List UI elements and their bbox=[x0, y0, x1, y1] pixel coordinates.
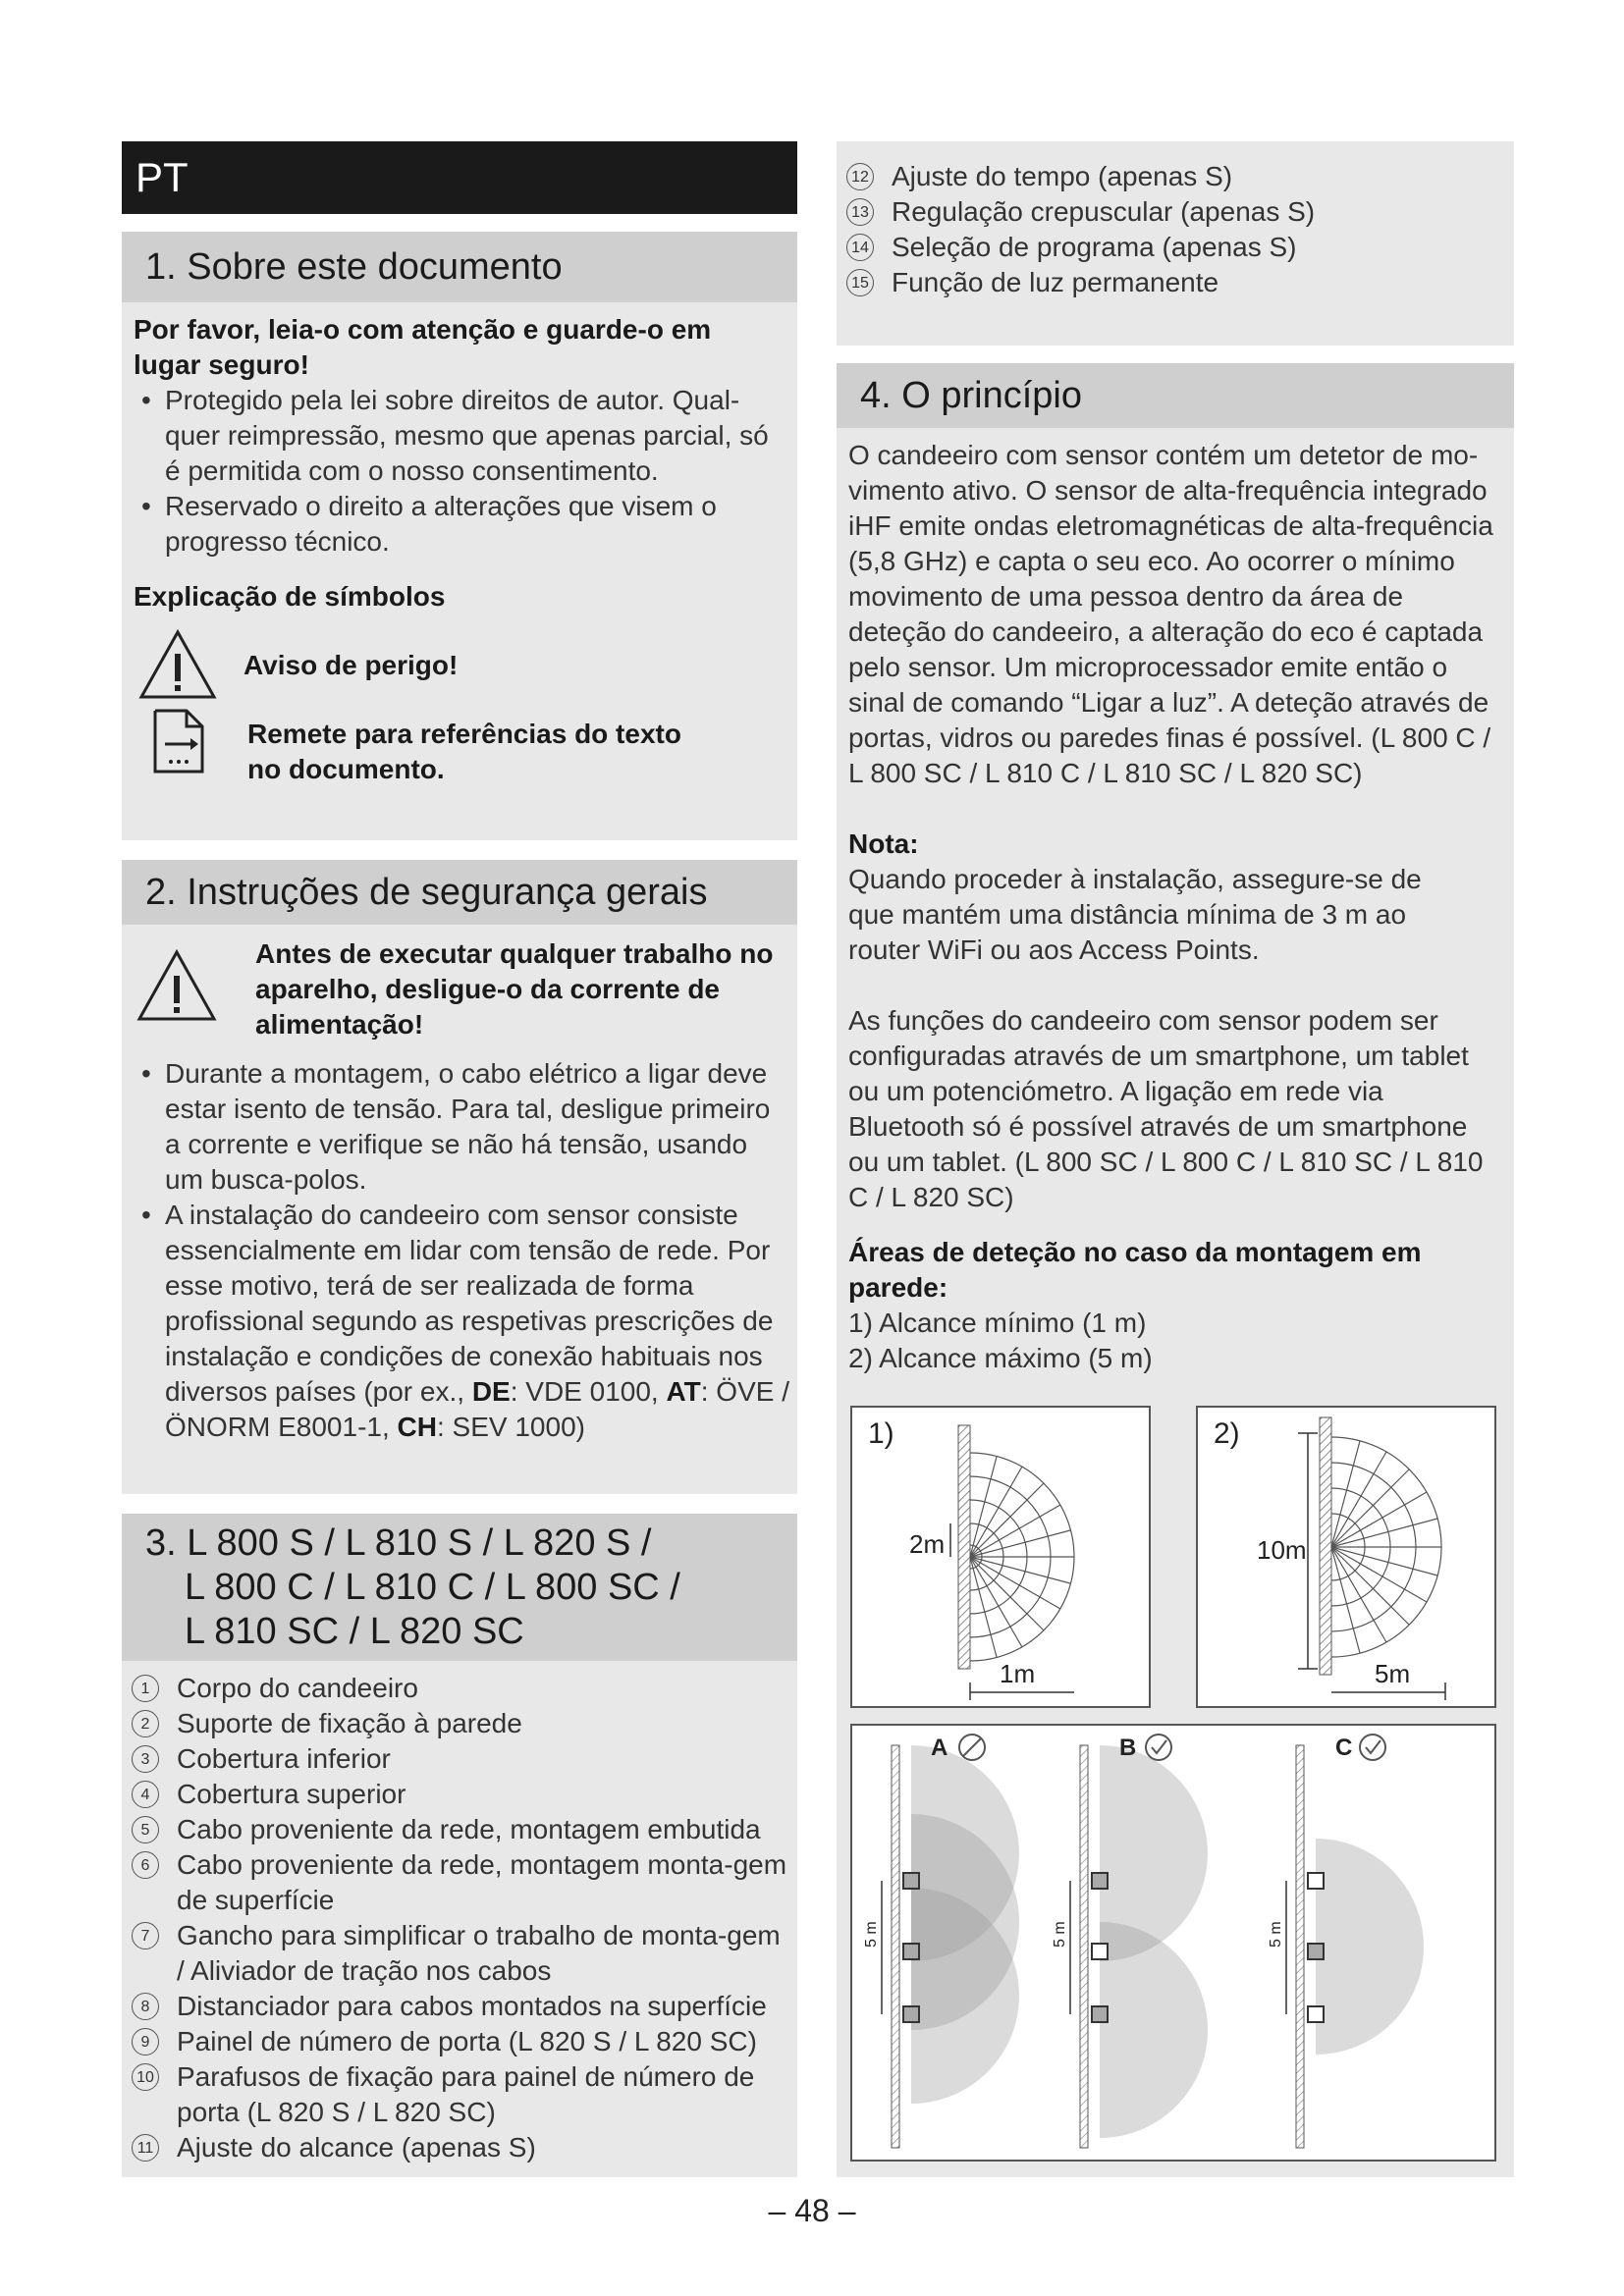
list-item: 12 Ajuste do tempo (apenas S) bbox=[837, 159, 1514, 194]
list-item: • Protegido pela lei sobre direitos de autor. Qual-quer reimpressão, mesmo que apenas parcial, só é permitida com o nosso consentimento. bbox=[134, 383, 772, 489]
warning-triangle-icon bbox=[137, 628, 218, 701]
parts-list-continued-panel bbox=[837, 141, 1514, 346]
dimension-label: 5 m bbox=[863, 1921, 880, 1948]
list-item: 6 Cabo proveniente da rede, montagem monta-gem de superfície bbox=[122, 1847, 789, 1918]
section-1-bullets bbox=[134, 383, 772, 560]
dimension-label: 5 m bbox=[1268, 1921, 1284, 1948]
range-max: 2) Alcance máximo (5 m) bbox=[848, 1343, 1153, 1373]
detection-area-diagram bbox=[1198, 1408, 1494, 1706]
symbol-warning-label: Aviso de perigo! bbox=[244, 650, 459, 680]
list-item: • A instalação do candeeiro com sensor consiste essencialmente em lidar com tensão de rede. Por esse motivo, terá de ser realizada de forma profissional segundo as respetivas prescrições de instalação e condições de conexão habituais nos diversos países (por ex., DE: VDE 0100, AT: ÖVE / ÖNORM E8001-1, CH: SEV 1000) bbox=[134, 1198, 791, 1445]
figure-max-range bbox=[1196, 1406, 1496, 1708]
warning-triangle-icon bbox=[135, 948, 218, 1023]
section-4-title: 4. O princípio bbox=[837, 363, 1514, 428]
section-2-bullets bbox=[134, 1056, 791, 1445]
parts-list bbox=[122, 1661, 789, 2165]
list-item: 3 Cobertura inferior bbox=[122, 1741, 789, 1777]
principle-paragraph: O candeeiro com sensor contém um detetor de mo-vimento ativo. O sensor de alta-frequência integrado iHF emite ondas eletromagnéticas de alta-frequência (5,8 GHz) e capta o seu eco. Ao ocorrer o mínimo movimento de uma pessoa dentro da área de deteção do candeeiro, a alteração do eco é captada pelo sensor. Um microprocessador emite então o sinal de comando “Ligar a luz”. A deteção através de portas, vidros ou paredes finas é possível. (L 800 C / L 800 SC / L 810 C / L 810 SC / L 820 SC) bbox=[848, 440, 1493, 788]
list-item: 11 Ajuste do alcance (apenas S) bbox=[122, 2130, 789, 2165]
figure-min-range bbox=[850, 1406, 1151, 1708]
reach-label: 5m bbox=[1375, 1659, 1411, 1688]
check-icon bbox=[1360, 1735, 1385, 1760]
mounting-diagram bbox=[852, 1726, 1494, 2160]
list-item: 2 Suporte de fixação à parede bbox=[122, 1706, 789, 1741]
list-item: 1 Corpo do candeeiro bbox=[122, 1671, 789, 1706]
symbols-heading: Explicação de símbolos bbox=[134, 581, 446, 612]
page-number: – 48 – bbox=[768, 2193, 856, 2228]
dimension-label: 5 m bbox=[1052, 1921, 1068, 1948]
option-a bbox=[863, 1735, 1019, 2148]
figure-label: 2) bbox=[1214, 1417, 1240, 1450]
option-c-label: C bbox=[1335, 1735, 1353, 1761]
symbol-reference-label: Remete para referências do texto no documento. bbox=[247, 719, 681, 784]
figure-mounting-options bbox=[850, 1724, 1496, 2162]
language-tab: PT bbox=[122, 141, 797, 214]
note-label: Nota: bbox=[848, 828, 919, 859]
section-4-panel bbox=[837, 363, 1514, 2177]
section-3-title: 3. L 800 S / L 810 S / L 820 S / L 800 C / L 810 C / L 800 SC / L 810 SC / L 820 SC bbox=[122, 1514, 797, 1661]
list-item: • Durante a montagem, o cabo elétrico a ligar deve estar isento de tensão. Para tal, desligue primeiro a corrente e verifique se não há tensão, usando um busca-polos. bbox=[134, 1056, 791, 1198]
section-1-title: 1. Sobre este documento bbox=[122, 232, 797, 302]
list-item: 15 Função de luz permanente bbox=[837, 265, 1514, 300]
document-reference-icon bbox=[151, 707, 206, 775]
list-item: 8 Distanciador para cabos montados na superfície bbox=[122, 1989, 789, 2024]
functions-paragraph: As funções do candeeiro com sensor podem ser configuradas através de um smartphone, um tablet ou um potenciómetro. A ligação em rede via Bluetooth só é possível através de um smartphone ou um tablet. (L 800 SC / L 800 C / L 810 SC / L 810 C / L 820 SC) bbox=[848, 1005, 1484, 1212]
section-1-intro: Por favor, leia-o com atenção e guarde-o em lugar seguro! bbox=[134, 314, 712, 380]
option-a-label: A bbox=[931, 1735, 948, 1761]
parts-list-continued bbox=[837, 141, 1514, 300]
section-2-warning: Antes de executar qualquer trabalho no aparelho, desligue-o da corrente de alimentação! bbox=[255, 938, 774, 1040]
height-label: 2m bbox=[909, 1529, 946, 1559]
note-text: Quando proceder à instalação, assegure-se de que mantém uma distância mínima de 3 m ao router WiFi ou aos Access Points. bbox=[848, 864, 1422, 965]
section-1-panel bbox=[122, 232, 797, 840]
list-item: 13 Regulação crepuscular (apenas S) bbox=[837, 194, 1514, 230]
option-b-label: B bbox=[1119, 1735, 1137, 1761]
section-2-title: 2. Instruções de segurança gerais bbox=[122, 860, 797, 925]
range-min: 1) Alcance mínimo (1 m) bbox=[848, 1308, 1147, 1338]
height-label: 10m bbox=[1257, 1535, 1307, 1565]
list-item: 10 Parafusos de fixação para painel de número de porta (L 820 S / L 820 SC) bbox=[122, 2059, 789, 2130]
list-item: 7 Gancho para simplificar o trabalho de monta-gem / Aliviador de tração nos cabos bbox=[122, 1918, 789, 1989]
option-c bbox=[1268, 1735, 1424, 2148]
section-3-panel bbox=[122, 1514, 797, 2177]
list-item: 9 Painel de número de porta (L 820 S / L 820 SC) bbox=[122, 2024, 789, 2059]
areas-heading: Áreas de deteção no caso da montagem em parede: bbox=[848, 1237, 1422, 1303]
list-item: • Reservado o direito a alterações que visem o progresso técnico. bbox=[134, 489, 772, 560]
list-item: 5 Cabo proveniente da rede, montagem embutida bbox=[122, 1812, 789, 1847]
list-item: 14 Seleção de programa (apenas S) bbox=[837, 230, 1514, 265]
option-b bbox=[1052, 1735, 1208, 2148]
reach-label: 1m bbox=[1000, 1659, 1036, 1688]
check-icon bbox=[1146, 1735, 1171, 1760]
figure-label: 1) bbox=[868, 1417, 894, 1450]
list-item: 4 Cobertura superior bbox=[122, 1777, 789, 1812]
section-2-panel bbox=[122, 860, 797, 1494]
